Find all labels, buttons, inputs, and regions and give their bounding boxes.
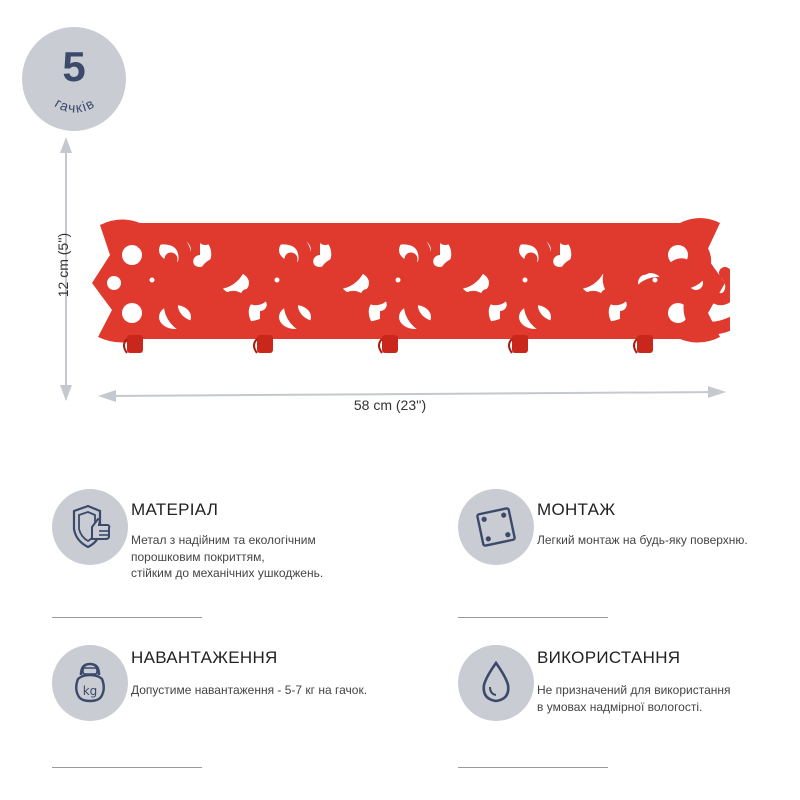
mounting-plate-icon [458,489,534,565]
width-label: 58 cm (23'') [353,397,427,413]
svg-text:гачків [52,95,98,116]
divider [458,767,608,768]
feature-title-usage: ВИКОРИСТАННЯ [537,648,681,667]
divider [52,767,202,768]
feature-desc-usage: Не призначений для використання в умовах надмірної вологості. [537,683,731,714]
feature-desc-load: Допустиме навантаження - 5-7 кг на гачок. [131,683,368,697]
kettlebell-icon [52,645,128,721]
load-icon-circle [52,645,128,721]
shield-thumb-icon [52,489,128,565]
hook-rack-image [80,205,730,360]
hooks-count: 5 [62,43,86,90]
hooks-count-badge [22,27,126,131]
badge-caption-arc [22,27,126,131]
material-icon-circle [52,489,128,565]
feature-title-material: МАТЕРІАЛ [131,500,219,519]
water-drop-icon [458,645,534,721]
mounting-icon-circle [458,489,534,565]
svg-text:kg: kg [82,684,98,698]
divider [52,617,202,618]
divider [458,617,608,618]
feature-title-mounting: МОНТАЖ [537,500,616,519]
usage-icon-circle [458,645,534,721]
feature-title-load: НАВАНТАЖЕННЯ [131,648,278,667]
height-label: 12 cm (5'') [55,232,71,298]
feature-desc-material: Метал з надійним та екологічним порошковим покриттям, стійким до механічних ушкоджень. [131,533,324,580]
badge-caption: гачків [52,94,98,116]
feature-desc-mounting: Легкий монтаж на будь-яку поверхню. [537,533,748,547]
